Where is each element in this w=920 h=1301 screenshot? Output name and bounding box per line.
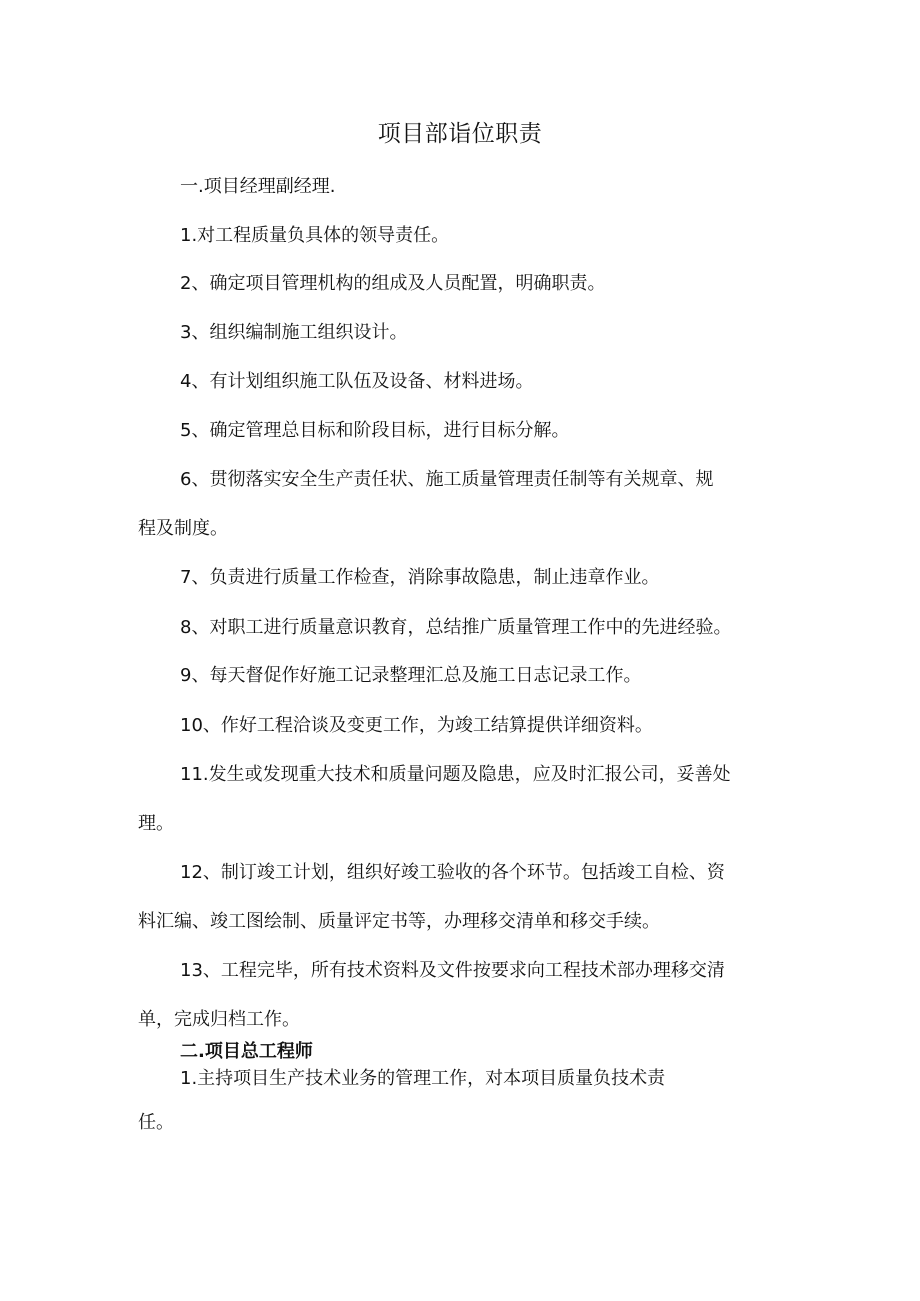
duty-item: 1.对工程质量负具体的领导责任。 [180, 225, 450, 246]
section-heading: 二.项目总工程师 [180, 1041, 313, 1062]
duty-item: 11.发生或发现重大技术和质量问题及隐患，应及时汇报公司，妥善处 [180, 764, 731, 785]
duty-item: 7、负责进行质量工作检查，消除事故隐患，制止违章作业。 [180, 567, 660, 588]
duty-item: 5、确定管理总目标和阶段目标，进行目标分解。 [180, 420, 570, 441]
duty-item: 2、确定项目管理机构的组成及人员配置，明确职责。 [180, 273, 606, 294]
duty-item: 12、制订竣工计划，组织好竣工验收的各个环节。包括竣工自检、资 [180, 862, 725, 883]
duty-item: 10、作好工程洽谈及变更工作，为竣工结算提供详细资料。 [180, 715, 653, 736]
duty-item: 8、对职工进行质量意识教育，总结推广质量管理工作中的先进经验。 [180, 617, 732, 638]
duty-item-continuation: 料汇编、竣工图绘制、质量评定书等，办理移交清单和移交手续。 [138, 911, 660, 932]
duty-item-continuation: 任。 [138, 1112, 174, 1133]
duty-item-continuation: 单，完成归档工作。 [138, 1009, 300, 1030]
section-heading: 一.项目经理副经理. [180, 176, 336, 197]
duty-item: 13、工程完毕，所有技术资料及文件按要求向工程技术部办理移交清 [180, 960, 725, 981]
document-title: 项目部诣位职责 [377, 121, 543, 147]
duty-item: 6、贯彻落实安全生产责任状、施工质量管理责任制等有关规章、规 [180, 469, 714, 490]
duty-item: 3、组织编制施工组织设计。 [180, 322, 408, 343]
duty-item-continuation: 程及制度。 [138, 518, 228, 539]
duty-item: 1.主持项目生产技术业务的管理工作，对本项目质量负技术责 [180, 1068, 666, 1089]
duty-item: 4、有计划组织施工队伍及设备、材料进场。 [180, 371, 534, 392]
duty-item: 9、每天督促作好施工记录整理汇总及施工日志记录工作。 [180, 665, 642, 686]
duty-item-continuation: 理。 [138, 813, 174, 834]
